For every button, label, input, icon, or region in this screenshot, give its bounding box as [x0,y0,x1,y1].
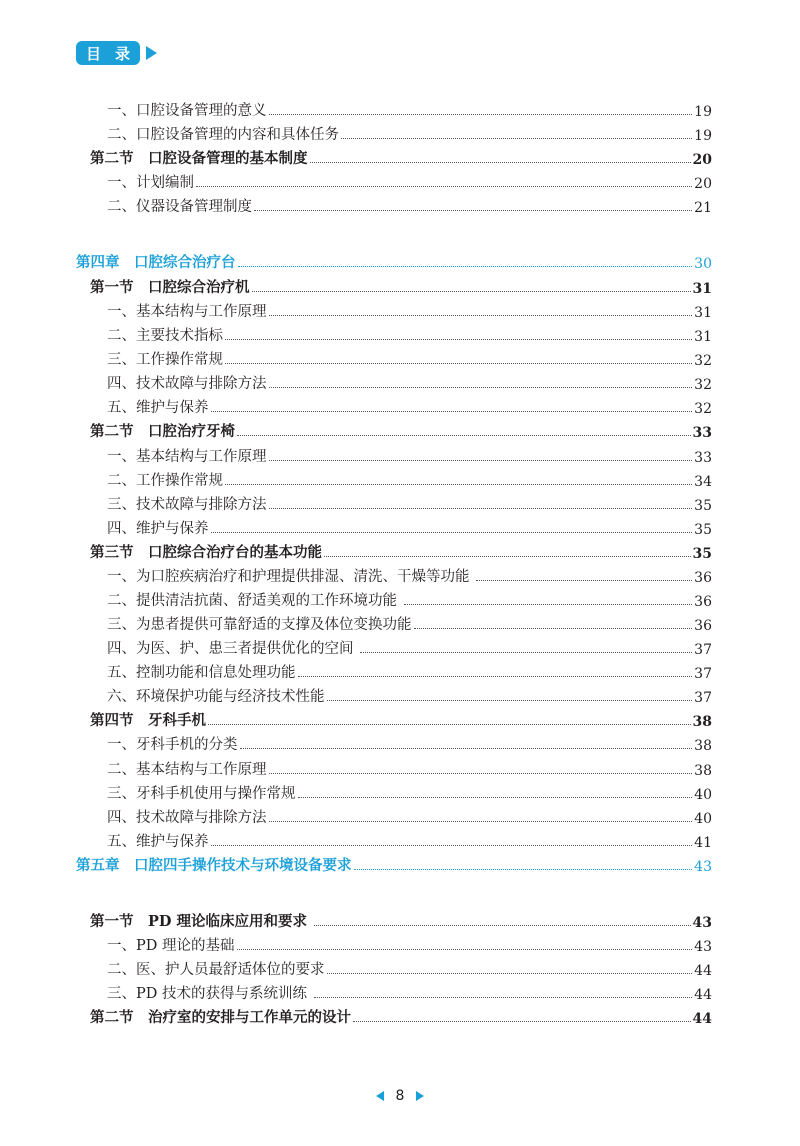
toc-entry-page: 44 [694,963,712,979]
toc-entry-title: 第一节 口腔综合治疗机 [90,279,250,296]
toc-subsection-entry[interactable] [107,444,712,466]
toc-entry-page: 20 [694,176,712,192]
toc-entry-page: 43 [694,939,712,955]
toc-subsection-entry[interactable] [107,684,712,706]
toc-subsection-entry[interactable] [107,564,712,586]
toc-entry-page: 20 [692,152,712,168]
toc-subsection-entry[interactable] [107,98,712,120]
toc-entry-title: 五、维护与保养 [107,400,209,416]
dot-leader [225,484,692,485]
toc-entry-title: 五、控制功能和信息处理功能 [107,665,296,681]
toc-entry-title: 三、牙科手机使用与操作常规 [107,786,296,802]
toc-entry-title: 二、基本结构与工作原理 [107,762,267,778]
toc-entry-page: 35 [692,546,712,562]
dot-leader [269,460,693,461]
toc-entry-title: 二、仪器设备管理制度 [107,199,252,215]
toc-entry-page: 38 [694,738,712,754]
toc-subsection-entry[interactable] [107,829,712,851]
toc-entry-title: 第五章 口腔四手操作技术与环境设备要求 [76,858,352,874]
toc-entry-title: 三、技术故障与排除方法 [107,497,267,513]
toc-title-char-2: 录 [114,44,130,63]
dot-leader [314,925,690,926]
dot-leader [208,724,691,725]
toc-subsection-entry[interactable] [107,757,712,779]
dot-leader [269,773,693,774]
dot-leader [225,339,692,340]
next-page-icon[interactable] [416,1091,424,1101]
toc-entry-title: 第四节 牙科手机 [90,712,206,729]
toc-entry-page: 34 [694,474,712,490]
toc-entry-page: 44 [694,987,712,1003]
toc-subsection-entry[interactable] [107,468,712,490]
toc-chapter-entry[interactable] [76,853,712,875]
toc-entry-title: 三、工作操作常规 [107,352,223,368]
toc-entry-title: 第二节 口腔治疗牙椅 [90,423,235,440]
page-number: 8 [395,1088,405,1104]
toc-subsection-entry[interactable] [107,492,712,514]
toc-entry-page: 37 [694,642,712,658]
toc-entry-page: 41 [694,835,712,851]
dot-leader [314,997,693,998]
toc-subsection-entry[interactable] [107,612,712,634]
toc-entry-title: 四、维护与保养 [107,521,209,537]
dot-leader [237,949,693,950]
toc-entry-page: 30 [694,256,712,272]
toc-entry-page: 44 [692,1011,712,1027]
play-arrow-icon [146,46,157,60]
dot-leader [269,315,693,316]
dot-leader [196,186,692,187]
toc-entry-page: 43 [692,915,712,931]
toc-section-entry[interactable] [90,708,712,730]
toc-subsection-entry[interactable] [107,170,712,192]
dot-leader [269,508,693,509]
toc-subsection-entry[interactable] [107,122,712,144]
toc-section-entry[interactable] [90,909,712,931]
toc-entry-title: 第二节 治疗室的安排与工作单元的设计 [90,1009,351,1026]
toc-subsection-entry[interactable] [107,371,712,393]
toc-entry-page: 35 [694,522,712,538]
toc-subsection-entry[interactable] [107,660,712,682]
dot-leader [238,266,693,267]
toc-entry-page: 32 [694,353,712,369]
toc-subsection-entry[interactable] [107,732,712,754]
toc-entry-title: 一、牙科手机的分类 [107,737,238,753]
toc-subsection-entry[interactable] [107,347,712,369]
toc-entry-title: 四、技术故障与排除方法 [107,810,267,826]
toc-section-entry[interactable] [90,419,712,441]
toc-entry-page: 40 [694,811,712,827]
toc-subsection-entry[interactable] [107,323,712,345]
toc-entry-title: 一、为口腔疾病治疗和护理提供排湿、清洗、干燥等功能 [107,569,475,585]
toc-subsection-entry[interactable] [107,194,712,216]
dot-leader [269,821,693,822]
toc-subsection-entry[interactable] [107,933,712,955]
toc-entry-page: 33 [692,425,712,441]
toc-section-entry[interactable] [90,1005,712,1027]
toc-title-badge [76,41,140,65]
toc-entry-page: 38 [694,763,712,779]
dot-leader [476,580,692,581]
dot-leader [225,363,692,364]
dot-leader [360,652,692,653]
toc-entry-title: 二、主要技术指标 [107,328,223,344]
dot-leader [211,411,693,412]
dot-leader [211,532,693,533]
toc-entry-title: 五、维护与保养 [107,834,209,850]
toc-entry-page: 43 [694,859,712,875]
toc-entry-title: 第四章 口腔综合治疗台 [76,255,236,271]
toc-entry-title: 第二节 口腔设备管理的基本制度 [90,150,308,167]
toc-chapter-entry[interactable] [76,250,712,272]
toc-section-entry[interactable] [90,146,712,168]
dot-leader [254,210,692,211]
dot-leader [298,676,693,677]
dot-leader [404,604,693,605]
toc-entry-page: 36 [694,594,712,610]
toc-entry-page: 32 [694,377,712,393]
toc-entry-page: 31 [694,305,712,321]
toc-subsection-entry[interactable] [107,299,712,321]
toc-entry-page: 32 [694,401,712,417]
toc-subsection-entry[interactable] [107,981,712,1003]
toc-entry-title: 一、口腔设备管理的意义 [107,103,267,119]
toc-entry-page: 19 [694,128,712,144]
dot-leader [354,869,693,870]
dot-leader [211,845,693,846]
toc-entry-page: 37 [694,666,712,682]
toc-section-entry[interactable] [90,275,712,297]
dot-leader [353,1021,691,1022]
toc-subsection-entry[interactable] [107,636,712,658]
toc-entry-title: 二、医、护人员最舒适体位的要求 [107,962,325,978]
dot-leader [324,556,691,557]
previous-page-icon[interactable] [376,1091,384,1101]
toc-entry-page: 38 [692,714,712,730]
toc-entry-title: 一、基本结构与工作原理 [107,449,267,465]
toc-entry-title: 三、为患者提供可靠舒适的支撑及体位变换功能 [107,617,412,633]
dot-leader [327,700,693,701]
toc-entry-title: 四、为医、护、患三者提供优化的空间 [107,641,359,657]
toc-subsection-entry[interactable] [107,588,712,610]
dot-leader [414,628,693,629]
dot-leader [310,162,691,163]
toc-entry-page: 19 [694,104,712,120]
toc-entry-title: 一、计划编制 [107,175,194,191]
toc-subsection-entry[interactable] [107,781,712,803]
toc-entry-page: 31 [694,329,712,345]
dot-leader [252,291,691,292]
dot-leader [240,748,693,749]
toc-subsection-entry[interactable] [107,957,712,979]
toc-subsection-entry[interactable] [107,516,712,538]
toc-entry-page: 40 [694,787,712,803]
dot-leader [269,114,693,115]
toc-entry-page: 37 [694,690,712,706]
toc-entry-title: 二、口腔设备管理的内容和具体任务 [107,127,339,143]
toc-entry-page: 33 [694,450,712,466]
toc-entry-title: 二、工作操作常规 [107,473,223,489]
page-footer [0,1088,800,1104]
dot-leader [237,435,691,436]
toc-entry-title: 一、基本结构与工作原理 [107,304,267,320]
dot-leader [269,387,693,388]
toc-entry-title: 第三节 口腔综合治疗台的基本功能 [90,544,322,561]
toc-entry-title: 四、技术故障与排除方法 [107,376,267,392]
toc-subsection-entry[interactable] [107,395,712,417]
dot-leader [327,973,693,974]
toc-header [76,41,157,65]
toc-entry-page: 35 [694,498,712,514]
dot-leader [341,138,692,139]
toc-section-entry[interactable] [90,540,712,562]
toc-entry-page: 36 [694,618,712,634]
toc-entry-page: 36 [694,570,712,586]
dot-leader [298,797,693,798]
toc-title-char-1: 目 [86,44,102,63]
toc-entry-page: 31 [692,281,712,297]
toc-entry-title: 第一节 PD 理论临床应用和要求 [90,913,313,930]
toc-subsection-entry[interactable] [107,805,712,827]
toc-entry-title: 六、环境保护功能与经济技术性能 [107,689,325,705]
toc-entry-title: 三、PD 技术的获得与系统训练 [107,986,312,1002]
toc-entry-title: 二、提供清洁抗菌、舒适美观的工作环境功能 [107,593,402,609]
toc-entry-title: 一、PD 理论的基础 [107,938,235,954]
toc-entry-page: 21 [694,200,712,216]
